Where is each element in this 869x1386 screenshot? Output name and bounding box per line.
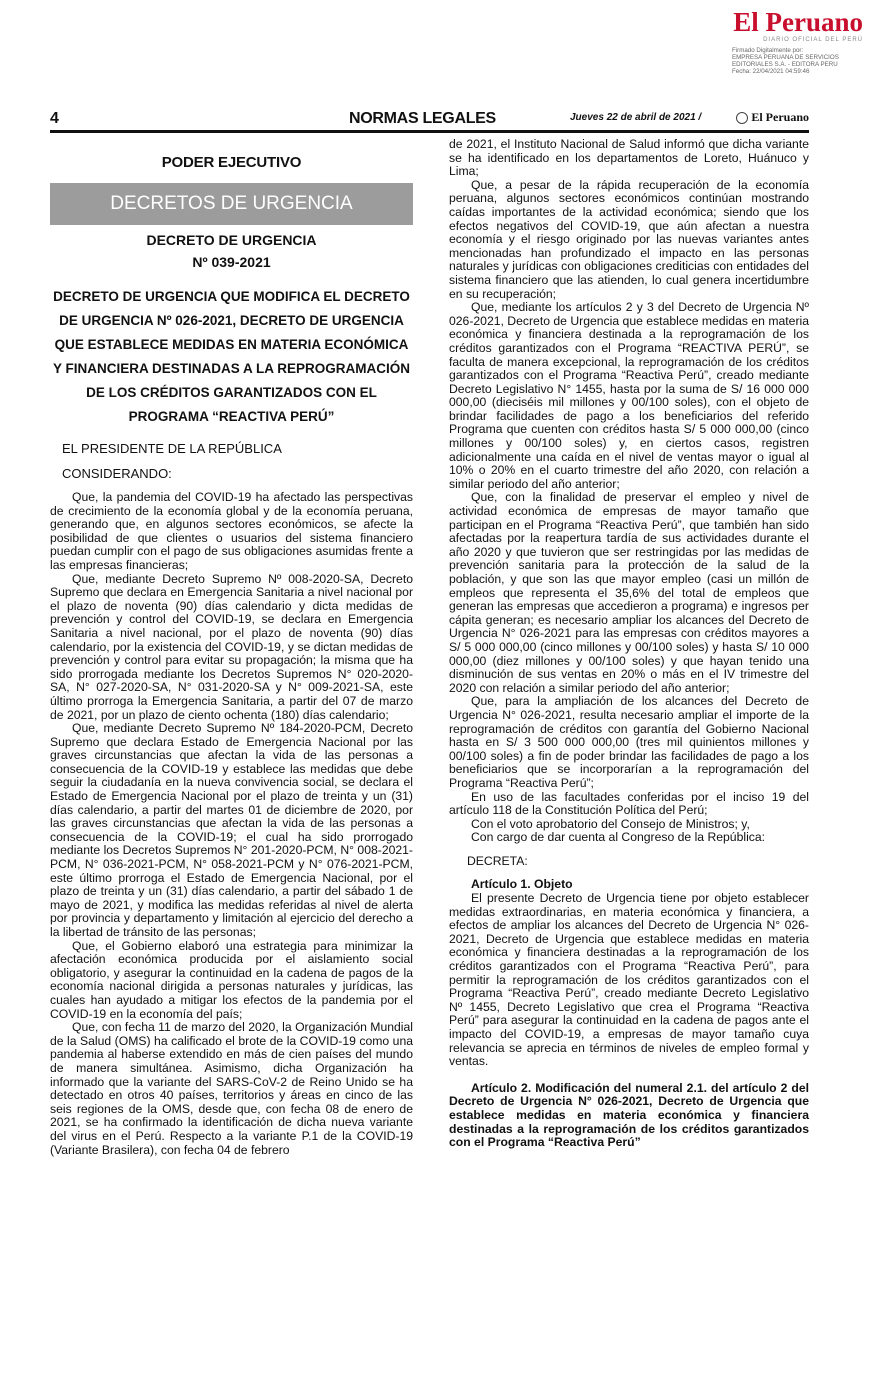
logo-subtitle: DIARIO OFICIAL DEL PERÚ: [763, 37, 863, 43]
decree-title: DECRETO DE URGENCIA QUE MODIFICA EL DECRETO DE URGENCIA Nº 026-2021, DECRETO DE URGENCIA QUE ESTABLECE MEDIDAS EN MATERIA ECONÓMICA Y FINANCIERA DESTINADAS A LA REPROGRAMACIÓN DE LOS CRÉDITOS GARANTIZADOS CON EL PROGRAMA “REACTIVA PERÚ”: [52, 289, 410, 424]
decree-number-line1: DECRETO DE URGENCIA: [146, 232, 317, 248]
left-column: [50, 138, 413, 1157]
header-brand: [733, 110, 809, 125]
article-1-text: El presente Decreto de Urgencia tiene por objeto establecer medidas extraordinarias, en materia económica y financiera, a efectos de ampliar los alcances del Decreto de Urgencia N° 026-2021, Decreto de Urgencia que establece medidas en materia económica y financiera destinadas a la reprogramación de los créditos garantizados con el Programa “Reactiva Perú”, para permitir la reprogramación de los créditos garantizados con el Programa “Reactiva Perú”, creado mediante Decreto Legislativo Nº 1455, Decreto Legislativo que crea el Programa “Reactiva Perú” para asegurar la continuidad en la cadena de pagos ante el impacto del COVID-19, a empresas de mayor tamaño cuya relevancia se aprecia en términos de niveles de empleo formal y ventas.: [449, 891, 809, 1069]
decree-number-line2: Nº 039-2021: [192, 254, 271, 270]
paragraph: Que, mediante los artículos 2 y 3 del Decreto de Urgencia Nº 026-2021, Decreto de Urgencia que establece medidas en materia económica y financiera destinada a la reprogramación de los créditos garantizados con el Programa “REACTIVA PERÚ”, se faculta de manera excepcional, la reprogramación de los créditos garantizados con el Programa “Reactiva Perú”, creado mediante Decreto Legislativo N° 1455, hasta por la suma de S/ 16 000 000 000,00 (dieciséis mil millones y 00/100 soles), con el objeto de brindar facilidades de pago a los beneficiarios del referido Programa que cuenten con créditos hasta S/ 5 000 000,00 (cinco millones y 00/100 soles) y, en ciertos casos, registren adicionalmente una caída en el nivel de ventas mayor o igual al 10% o 20% en el cuarto trimestre del año 2020, con relación a similar periodo del año anterior;: [449, 300, 809, 491]
paragraph: Que, con la finalidad de preservar el empleo y nivel de actividad económica de empresas de mayor tamaño que participan en el Programa “Reactiva Perú”, que también han sido afectadas por la reapertura tardía de sus actividades durante el año 2020 y que tuvieron que ser restringidas por las medidas de prevención sanitaria para la protección de la salud de la población, y que son las que mayor empleo (casi un millón de empleos que representa el 35,6% del total de empleos que generan las empresas que accedieron a programa) e ingresos per cápita generan; es necesario ampliar los alcances del Decreto de Urgencia N° 026-2021 para las empresas con créditos mayores a S/ 5 000 000,00 (cinco millones y 00/100 soles) y hasta S/ 10 000 000,00 (diez millones y 00/100 soles) y que hayan tenido una disminución de sus ventas en 20% o más en el IV trimestre del 2020 con relación a similar periodo del año anterior;: [449, 490, 809, 695]
decreta-heading: DECRETA:: [467, 853, 528, 868]
paragraph: Que, mediante Decreto Supremo Nº 008-2020-SA, Decreto Supremo que declara en Emergencia Sanitaria a nivel nacional por el plazo de noventa (90) días calendario y dicta medidas de prevención y control del COVID-19, se declara en Emergencia Sanitaria a nivel nacional, por el plazo de noventa (90) días calendario, por la existencia del COVID-19, y se dictan medidas de prevención y control para evitar su propagación; la misma que ha sido prorrogada mediante los Decretos Supremos N° 020-2020-SA, N° 027-2020-SA, N° 031-2020-SA y N° 009-2021-SA, este último prorroga la Emergencia Sanitaria, a partir del 07 de marzo de 2021, por un plazo de ciento ochenta (180) días calendario;: [50, 571, 413, 722]
logo-name: El Peruano: [733, 7, 863, 37]
paragraph: Que, la pandemia del COVID-19 ha afectado las perspectivas de crecimiento de la economía global y de la economía peruana, generando que, en algunos sectores económicos, se afecte la posibilidad de que clientes o usuarios del sistema financiero puedan cumplir con el pago de sus obligaciones asumidas frente a las empresas financieras;: [50, 490, 413, 572]
president-line: EL PRESIDENTE DE LA REPÚBLICA: [62, 441, 282, 456]
paragraph: Con el voto aprobatorio del Consejo de Ministros; y,: [471, 816, 750, 831]
power-heading: PODER EJECUTIVO: [161, 154, 302, 171]
paragraph: Con cargo de dar cuenta al Congreso de la República:: [471, 830, 766, 845]
signature-line: Firmado Digitalmente por:: [732, 47, 804, 54]
crest-icon: [736, 112, 748, 124]
paragraph: Que, con fecha 11 de marzo del 2020, la Organización Mundial de la Salud (OMS) ha calificado el brote de la COVID-19 como una pandemia al haberse extendido en más de cien países del mundo de manera simultánea. Asimismo, dicha Organización ha informado que la variante del SARS-CoV-2 de Reino Unido se ha detectado en otros 40 países, territorios y áreas en cinco de las seis regiones de la OMS, desde que, con fecha 08 de enero de 2021, se ha confirmado la identificación de dicha nueva variante del virus en el Perú. Respecto a la variante P.1 de la COVID-19 (Variante Brasilera), con fecha 04 de febrero: [50, 1020, 413, 1157]
article-1-title: Artículo 1. Objeto: [471, 877, 573, 892]
paragraph: de 2021, el Instituto Nacional de Salud informó que dicha variante se ha identificado en los departamentos de Loreto, Huánuco y Lima;: [449, 137, 809, 179]
paragraph: Que, para la ampliación de los alcances del Decreto de Urgencia N° 026-2021, resulta necesario ampliar el importe de la reprogramación de créditos con garantía del Gobierno Nacional hasta en S/ 3 500 000 000,00 (tres mil quinientos millones y 00/100 soles) a fin de poder brindar las facilidades de pago a los beneficiarios que se incorporarían a la reprogramación del Programa “Reactiva Perú”;: [449, 694, 809, 790]
signature-line: EDITORIALES S.A. - EDITORA PERU: [732, 61, 838, 68]
right-column: [449, 138, 809, 1150]
signature-line: EMPRESA PERUANA DE SERVICIOS: [732, 54, 839, 61]
paragraph: Que, a pesar de la rápida recuperación de la economía peruana, algunos sectores económicos continúan mostrando caídas importantes de la actividad económica; siendo que los efectos negativos del COVID-19, que aún afectan a nuestra economía y el riesgo originado por las nuevas variantes antes mencionadas han profundizado el impacto en las personas naturales y jurídicas con obligaciones crediticias con entidades del sistema financiero que las atienden, lo cual genera incertidumbre en su recuperación;: [449, 177, 809, 301]
page-number: 4: [50, 110, 59, 127]
page-header: [50, 108, 809, 133]
header-date: Jueves 22 de abril de 2021 /: [570, 112, 702, 123]
header-brand-text: El Peruano: [751, 110, 809, 124]
digital-signature: [732, 47, 864, 75]
section-title: NORMAS LEGALES: [349, 110, 496, 127]
paragraph: Que, el Gobierno elaboró una estrategia para minimizar la afectación económica producida por el aislamiento social obligatorio, y asegurar la continuidad en la cadena de pagos de la economía nacional dirigida a personas naturales y jurídicas, las cuales han ayudado a mitigar los efectos de la pandemia por el COVID-19 en la economía del país;: [50, 938, 413, 1021]
paragraph: Que, mediante Decreto Supremo Nº 184-2020-PCM, Decreto Supremo que declara Estado de Emergencia Nacional por las graves circunstancias que afectan la vida de las personas a consecuencia de la COVID-19 y establece las medidas que debe seguir la ciudadanía en la nueva convivencia social, se declara el Estado de Emergencia Nacional por el plazo de treinta y un (31) días calendario, a partir del martes 01 de diciembre de 2020, por las graves circunstancias que afectan la vida de las personas a consecuencia de la COVID-19; el cual ha sido prorrogado mediante los Decretos Supremos N° 201-2020-PCM, N° 008-2021-PCM, N° 036-2021-PCM, N° 058-2021-PCM y N° 076-2021-PCM, este último prorroga el Estado de Emergencia Nacional, por el plazo de treinta y un (31) días calendario, a partir del sábado 1 de mayo de 2021, y modifica las medidas referidas al nivel de alerta por provincia y departamento y limitación al ejercicio del derecho a la libertad de tránsito de las personas;: [50, 721, 413, 939]
article-2-title: Artículo 2. Modificación del numeral 2.1. del artículo 2 del Decreto de Urgencia N° 026-2021, Decreto de Urgencia que establece medidas en materia económica y financiera destinadas a la reprogramación de los créditos garantizados con el Programa “Reactiva Perú”: [449, 1080, 809, 1150]
logo: [733, 8, 863, 43]
section-band: DECRETOS DE URGENCIA: [50, 183, 413, 225]
signature-line: Fecha: 22/04/2021 04:59:46: [732, 68, 810, 75]
paragraph: En uso de las facultades conferidas por el inciso 19 del artículo 118 de la Constitución Política del Perú;: [449, 789, 809, 818]
considering-heading: CONSIDERANDO:: [62, 466, 172, 481]
